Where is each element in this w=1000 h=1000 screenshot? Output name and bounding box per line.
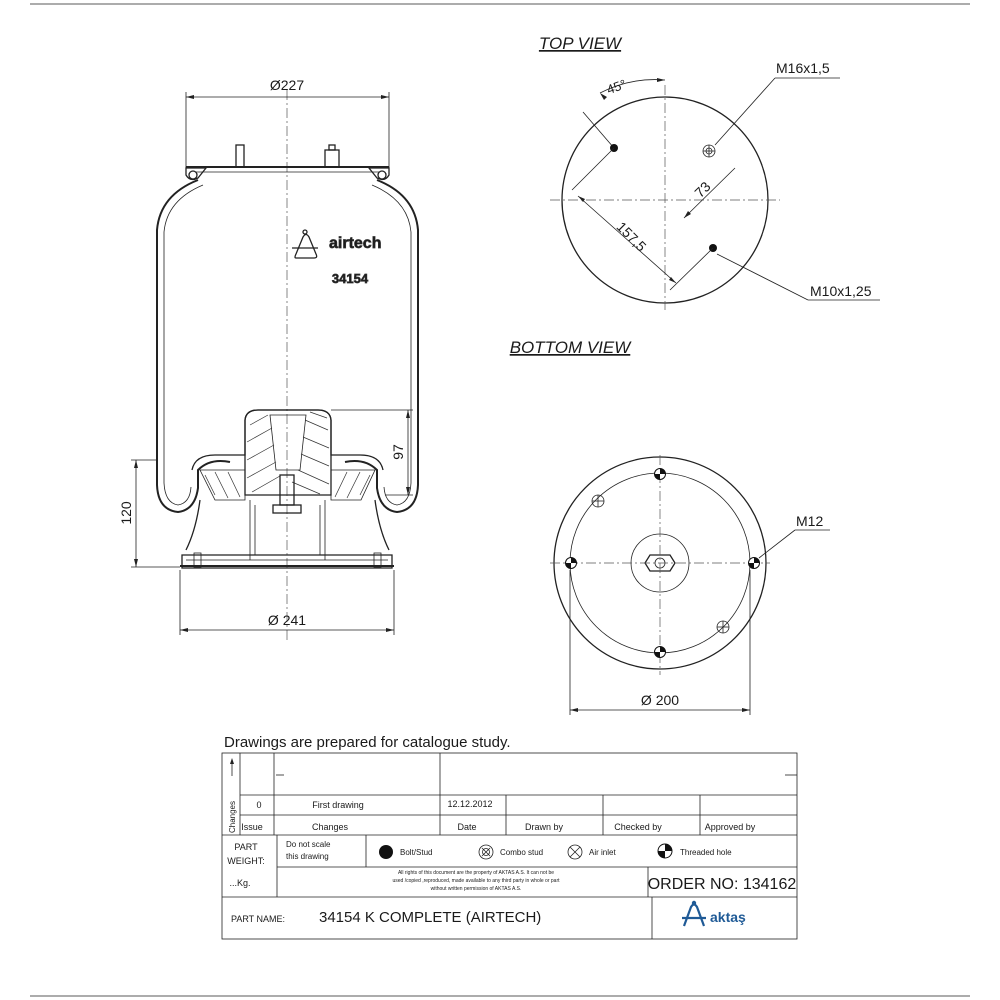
part-weight-line1: PART [234, 842, 258, 852]
do-not-scale-line2: this drawing [286, 852, 329, 861]
bottom-view-title: BOTTOM VIEW [509, 338, 631, 357]
col-approved-by: Approved by [704, 822, 756, 832]
top-stud [236, 145, 244, 167]
bellow-brand-text: airtech [329, 235, 382, 252]
m12-label: M12 [796, 513, 824, 529]
rights-line1: All rights of this document are the property of AKTAS A.S. It can not be [397, 870, 555, 876]
dim-200-label: Ø 200 [640, 692, 680, 708]
do-not-scale-line1: Do not scale [286, 840, 331, 849]
bolt-stud-legend-icon [379, 845, 393, 859]
col-checked-by: Checked by [614, 822, 662, 832]
bellow-part-number: 34154 [331, 271, 369, 286]
airtech-logo [292, 230, 318, 258]
legend-threaded-hole: Threaded hole [680, 848, 732, 857]
issue-value: 0 [256, 800, 262, 810]
piston-hatched-section [245, 410, 331, 495]
dim-241-label: Ø 241 [267, 612, 307, 628]
date-value: 12.12.2012 [447, 799, 493, 809]
dim-157-label: 157,5 [613, 218, 650, 255]
first-drawing-text: First drawing [312, 800, 364, 810]
threaded-hole-legend-icon [658, 844, 672, 858]
dim-120-label: 120 [118, 501, 134, 525]
catalogue-note: Drawings are prepared for catalogue study. [224, 734, 511, 751]
bellow-right-wall [345, 180, 418, 512]
angle-45-label: 45° [604, 76, 629, 98]
dim-97-label: 97 [390, 444, 406, 460]
dim-73-label: 73 [691, 178, 714, 201]
part-name-value: 34154 K COMPLETE (AIRTECH) [319, 909, 542, 926]
m16-label: M16x1,5 [776, 60, 830, 76]
m10-label: M10x1,25 [810, 283, 872, 299]
col-issue: Issue [241, 822, 263, 832]
col-drawn-by: Drawn by [524, 822, 564, 832]
title-block [222, 753, 797, 939]
aktas-logo [682, 901, 706, 926]
col-date: Date [457, 822, 477, 832]
top-view [539, 34, 880, 310]
part-name-label: PART NAME: [231, 914, 286, 924]
legend-bolt-stud: Bolt/Stud [400, 848, 433, 857]
changes-vertical-label: Changes [228, 800, 237, 834]
legend-air-inlet: Air inlet [589, 848, 616, 857]
side-view [118, 77, 418, 640]
part-weight-line2: WEIGHT: [227, 856, 265, 866]
bellow-left-wall [157, 180, 230, 512]
order-number: ORDER NO: 134162 [647, 876, 797, 893]
rights-line3: without written permission of AKTAS A.S. [430, 886, 522, 892]
top-view-title: TOP VIEW [538, 34, 622, 53]
col-changes: Changes [311, 822, 349, 832]
weight-value: ...Kg. [229, 878, 251, 888]
top-air-inlet [325, 150, 339, 167]
dim-227-label: Ø227 [269, 77, 305, 93]
rights-line2: used /copied ,reproduced, made available to any third party in whole or part [392, 878, 560, 884]
company-name: aktaş [710, 909, 746, 925]
bottom-view [510, 338, 830, 715]
legend-combo-stud: Combo stud [500, 848, 544, 857]
